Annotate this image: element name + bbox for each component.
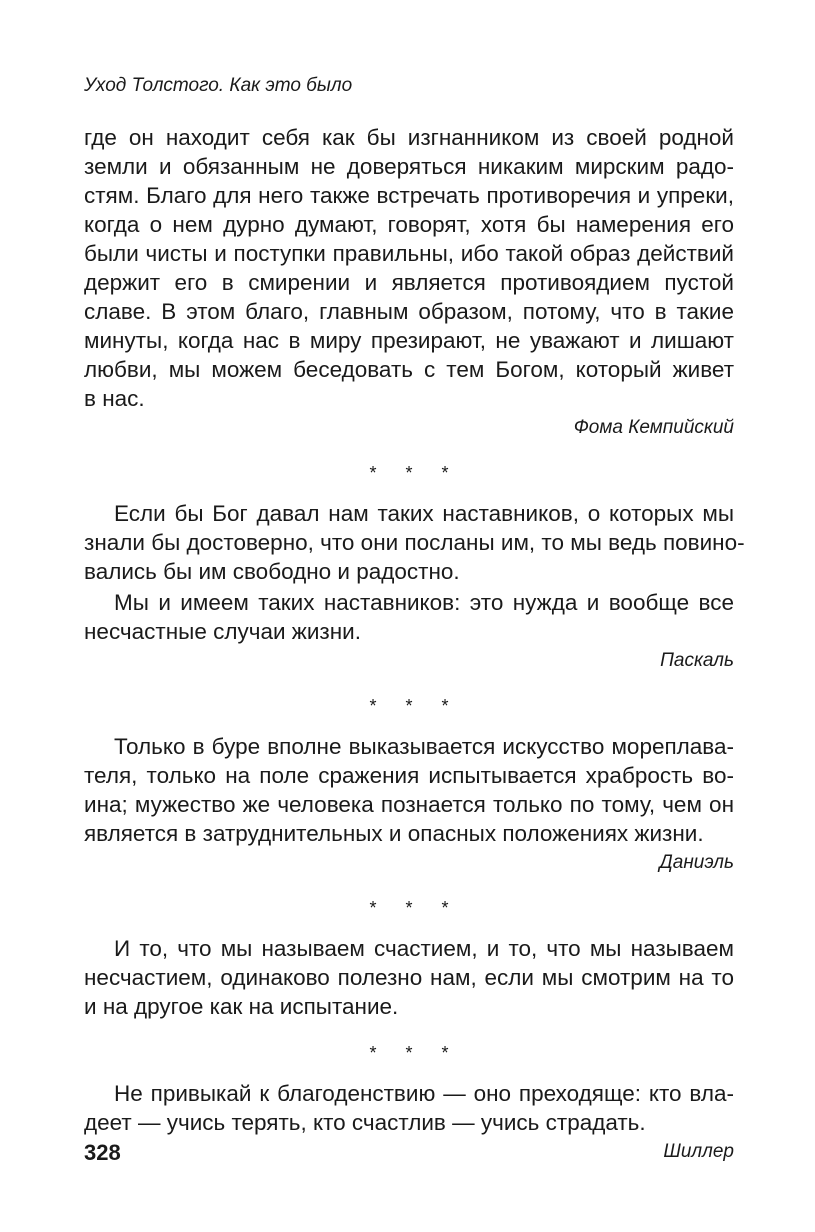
paragraph <box>84 732 734 848</box>
attribution: Шиллер <box>663 1141 734 1162</box>
text-line: является в затруднительных и опасных положениях жизни. <box>84 821 704 846</box>
page-number: 328 <box>84 1140 121 1165</box>
text-line: когда о нем дурно думают, говорят, хотя бы намерения его <box>84 212 734 237</box>
text-line: Только в буре вполне выказывается искусство мореплава- <box>114 734 734 759</box>
paragraph <box>84 588 734 646</box>
text-line: Мы и имеем таких наставников: это нужда и вообще все <box>114 590 734 615</box>
text-line: Если бы Бог давал нам таких наставников, о которых мы <box>114 501 734 526</box>
book-page <box>84 0 745 1232</box>
text-line: в нас. <box>84 386 145 411</box>
text-line: знали бы достоверно, что они посланы им, то мы ведь повино- <box>84 530 745 555</box>
attribution: Фома Кемпийский <box>573 417 734 438</box>
attribution: Даниэль <box>659 852 734 873</box>
attribution: Паскаль <box>660 650 734 671</box>
text-line: теля, только на поле сражения испытывается храбрость во- <box>84 763 734 788</box>
text-line: где он находит себя как бы изгнанником из своей родной <box>84 125 734 150</box>
text-line: держит его в смирении и является противоядием пустой <box>84 270 734 295</box>
paragraph <box>84 499 745 586</box>
text-line: вались бы им свободно и радостно. <box>84 559 460 584</box>
paragraph <box>84 123 734 413</box>
text-line: деет — учись терять, кто счастлив — учись страдать. <box>84 1110 646 1135</box>
text-line: любви, мы можем беседовать с тем Богом, который живет <box>84 357 734 382</box>
text-line: славе. В этом благо, главным образом, потому, что в такие <box>84 299 734 324</box>
text-line: были чисты и поступки правильны, ибо такой образ действий <box>84 241 734 266</box>
paragraph <box>84 1079 734 1137</box>
text-line: земли и обязанным не доверяться никаким мирским радо- <box>84 154 734 179</box>
section-separator: * * * <box>369 696 461 716</box>
section-separator: * * * <box>369 898 461 918</box>
text-line: несчастием, одинаково полезно нам, если мы смотрим на то <box>84 965 734 990</box>
text-line: стям. Благо для него также встречать противоречия и упреки, <box>84 183 734 208</box>
running-head: Уход Толстого. Как это было <box>84 75 353 96</box>
text-line: И то, что мы называем счастием, и то, что мы называем <box>114 936 734 961</box>
section-separator: * * * <box>369 463 461 483</box>
text-line: и на другое как на испытание. <box>84 994 399 1019</box>
text-line: ина; мужество же человека познается только по тому, чем он <box>84 792 734 817</box>
text-block <box>84 123 745 1165</box>
section-separator: * * * <box>369 1043 461 1063</box>
text-line: Не привыкай к благоденствию — оно преходяще: кто вла- <box>114 1081 734 1106</box>
paragraph <box>84 934 734 1021</box>
text-line: минуты, когда нас в миру презирают, не уважают и лишают <box>84 328 734 353</box>
text-line: несчастные случаи жизни. <box>84 619 361 644</box>
